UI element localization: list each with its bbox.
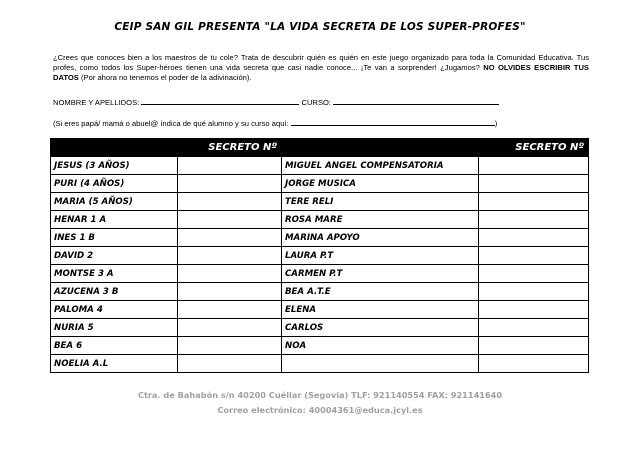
teacher-right: JORGE MUSICA (282, 175, 479, 193)
header-secret-right: SECRETO Nº (479, 139, 589, 157)
name-field[interactable] (141, 96, 299, 105)
header-blank-right (282, 139, 479, 157)
teacher-right: MIGUEL ANGEL COMPENSATORIA (282, 157, 479, 175)
teacher-left: PURI (4 AÑOS) (51, 175, 178, 193)
table-row (51, 175, 589, 193)
teacher-right: LAURA P.T (282, 247, 479, 265)
course-field[interactable] (333, 96, 499, 105)
secret-cell[interactable] (178, 229, 282, 247)
teachers-table (50, 138, 589, 373)
intro-text: ¿Crees que conoces bien a los maestros de tu cole? Trata de descubrir quién es quién en este juego organizado para toda la Comunidad Educativa. Tus profes, como todos los Super-héroes tienen una vida secreta que casi nadie conoce... ¡Te van a sorprender! ¿Jugamos? (53, 53, 589, 72)
secret-cell[interactable] (178, 301, 282, 319)
teacher-right: ROSA MARE (282, 211, 479, 229)
footer-email: Correo electrónico: 40004361@educa.jcyl.es (217, 405, 423, 415)
table-row (51, 247, 589, 265)
table-row (51, 301, 589, 319)
intro-paragraph (53, 53, 589, 83)
teacher-left: DAVID 2 (51, 247, 178, 265)
teacher-left: BEA 6 (51, 337, 178, 355)
secret-cell[interactable] (178, 355, 282, 373)
intro-bold: NO OLVIDES ESCRIBIR TUS DATOS (53, 63, 589, 82)
teacher-right: ELENA (282, 301, 479, 319)
teacher-left: INES 1 B (51, 229, 178, 247)
teacher-left: PALOMA 4 (51, 301, 178, 319)
name-course-line (53, 96, 499, 107)
teacher-left: AZUCENA 3 B (51, 283, 178, 301)
parent-field[interactable] (291, 117, 495, 126)
secret-cell[interactable] (479, 229, 589, 247)
parent-close: ) (494, 119, 498, 128)
secret-cell[interactable] (178, 157, 282, 175)
teacher-right: TERE RELI (282, 193, 479, 211)
table-row (51, 319, 589, 337)
secret-cell[interactable] (178, 283, 282, 301)
secret-cell[interactable] (479, 265, 589, 283)
table-row (51, 283, 589, 301)
secret-cell[interactable] (479, 337, 589, 355)
secret-cell[interactable] (178, 337, 282, 355)
table-row (51, 193, 589, 211)
secret-cell[interactable] (479, 247, 589, 265)
secret-cell[interactable] (178, 247, 282, 265)
secret-cell[interactable] (178, 211, 282, 229)
secret-cell[interactable] (479, 157, 589, 175)
table-header-row (51, 139, 589, 157)
parent-label: (Si eres papá/ mamá o abuel@ índica de qué alumno y su curso aquí: (53, 119, 289, 128)
secret-cell[interactable] (178, 175, 282, 193)
secret-cell[interactable] (479, 283, 589, 301)
page-title: CEIP SAN GIL PRESENTA "LA VIDA SECRETA DE LOS SUPER-PROFES" (114, 21, 526, 33)
secret-cell[interactable] (479, 175, 589, 193)
secret-cell[interactable] (479, 319, 589, 337)
secret-cell[interactable] (479, 355, 589, 373)
table-row (51, 211, 589, 229)
secret-cell[interactable] (178, 319, 282, 337)
secret-cell[interactable] (479, 193, 589, 211)
teacher-right: CARMEN P.T (282, 265, 479, 283)
name-label: NOMBRE Y APELLIDOS: (53, 98, 140, 107)
table-row (51, 355, 589, 373)
header-secret-left: SECRETO Nº (178, 139, 282, 157)
teacher-right (282, 355, 479, 373)
secret-cell[interactable] (479, 301, 589, 319)
header-blank-left (51, 139, 178, 157)
teacher-left: MARIA (5 AÑOS) (51, 193, 178, 211)
course-label: CURSO: (301, 98, 332, 107)
secret-cell[interactable] (178, 265, 282, 283)
teacher-right: CARLOS (282, 319, 479, 337)
secret-cell[interactable] (178, 193, 282, 211)
teacher-right: NOA (282, 337, 479, 355)
teacher-left: MONTSE 3 A (51, 265, 178, 283)
teacher-right: MARINA APOYO (282, 229, 479, 247)
table-row (51, 337, 589, 355)
table-row (51, 265, 589, 283)
parent-line (53, 117, 497, 128)
teacher-right: BEA A.T.E (282, 283, 479, 301)
table-row (51, 229, 589, 247)
intro-text-end: (Por ahora no tenemos el poder de la adivinación). (78, 73, 252, 82)
teacher-left: NURIA 5 (51, 319, 178, 337)
teacher-left: JESUS (3 AÑOS) (51, 157, 178, 175)
teacher-left: HENAR 1 A (51, 211, 178, 229)
footer-address: Ctra. de Bahabón s/n 40200 Cuéllar (Segovia) TLF: 921140554 FAX: 921141640 (137, 390, 503, 400)
teacher-left: NOELIA A.L (51, 355, 178, 373)
table-row (51, 157, 589, 175)
secret-cell[interactable] (479, 211, 589, 229)
